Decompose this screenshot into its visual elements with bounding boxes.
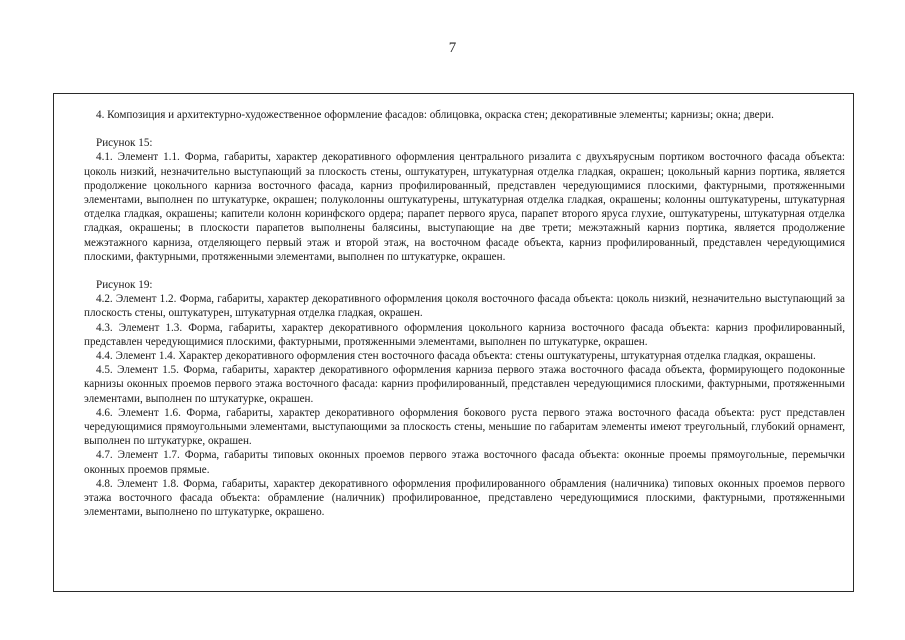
item-4-2: 4.2. Элемент 1.2. Форма, габариты, характер декоративного оформления цоколя восточного фасада объекта: цоколь низкий, незначительно выступающий за плоскость стены, оштукатурен, штукатурная отделка гладкая, окрашен. xyxy=(84,293,845,320)
content-frame xyxy=(53,93,854,592)
item-4-5: 4.5. Элемент 1.5. Форма, габариты, характер декоративного оформления карниза первого этажа восточного фасада объекта, формирующего подоконные карнизы оконных проемов первого этажа восточного фасада: карниз профилированный, представлен чередующимися плоскими, фактурными, протяженными элементами, выполнен по штукатурке, окрашен. xyxy=(84,364,845,405)
item-4-3: 4.3. Элемент 1.3. Форма, габариты, характер декоративного оформления цокольного карниза восточного фасада объекта: карниз профилированный, представлен чередующимися плоскими, фактурными, протяженными элементами, выполнен по штукатурке, окрашен. xyxy=(84,321,845,348)
item-4-8: 4.8. Элемент 1.8. Форма, габариты, характер декоративного оформления профилированного обрамления (наличника) типовых оконных проемов первого этажа восточного фасада объекта: обрамление (наличник) профилированное, представлено чередующимися плоскими, фактурными, протяженными элементами, выполнено по штукатурке, окрашено. xyxy=(84,477,845,519)
item-4-1: 4.1. Элемент 1.1. Форма, габариты, характер декоративного оформления центрального ризалита с двухъярусным портиком восточного фасада объекта: цоколь низкий, незначительно выступающий за плоскость стены, оштукатурен, штукатурная отделка гладкая, окрашен; цокольный карниз портика, является продолжение цокольного карниза восточного фасада, карниз профилированный, представлен чередующимися плоскими, фактурными, протяженными элементами, выполнен по штукатурке, окрашен; полуколонны оштукатурены, штукатурная отделка гладкая, окрашены; колонны оштукатурены, штукатурная отделка гладкая, окрашены; капители колонн коринфского ордера; парапет первого яруса, парапет второго яруса глухие, оштукатурены, штукатурная отделка гладкая, окрашены; в плоскости парапетов выполнены балясины, выступающие на две трети; межэтажный карниз портика, является продолжение межэтажного карниза, отделяющего первый этаж и второй этаж, на восточном фасаде объекта, карниз профилированный, представлен чередующимися плоскими, фактурными, протяженными элементами, выполнен по штукатурке, окрашен. xyxy=(84,151,845,263)
page-number: 7 xyxy=(448,40,457,56)
item-4-7: 4.7. Элемент 1.7. Форма, габариты типовых оконных проемов первого этажа восточного фасада объекта: оконные проемы прямоугольные, перемычки оконных проемов прямые. xyxy=(84,449,845,476)
spacer xyxy=(84,264,845,278)
item-4-6: 4.6. Элемент 1.6. Форма, габариты, характер декоративного оформления бокового руста первого этажа восточного фасада объекта: руст представлен чередующимися прямоугольными элементами, выступающими за плоскость стены, меньшие по габаритам элементы имеют треугольный, глубокий орнамент, выполнен по штукатурке, окрашен. xyxy=(84,406,845,448)
figure-19-caption: Рисунок 19: xyxy=(96,279,153,292)
section-4-paragraph: 4. Композиция и архитектурно-художественное оформление фасадов: облицовка, окраска стен; декоративные элементы; карнизы; окна; двери. xyxy=(96,109,774,121)
item-4-4: 4.4. Элемент 1.4. Характер декоративного оформления стен восточного фасада объекта: стены оштукатурены, штукатурная отделка гладкая, окрашены. xyxy=(96,350,816,363)
spacer xyxy=(84,122,845,136)
figure-15-caption: Рисунок 15: xyxy=(96,137,153,150)
